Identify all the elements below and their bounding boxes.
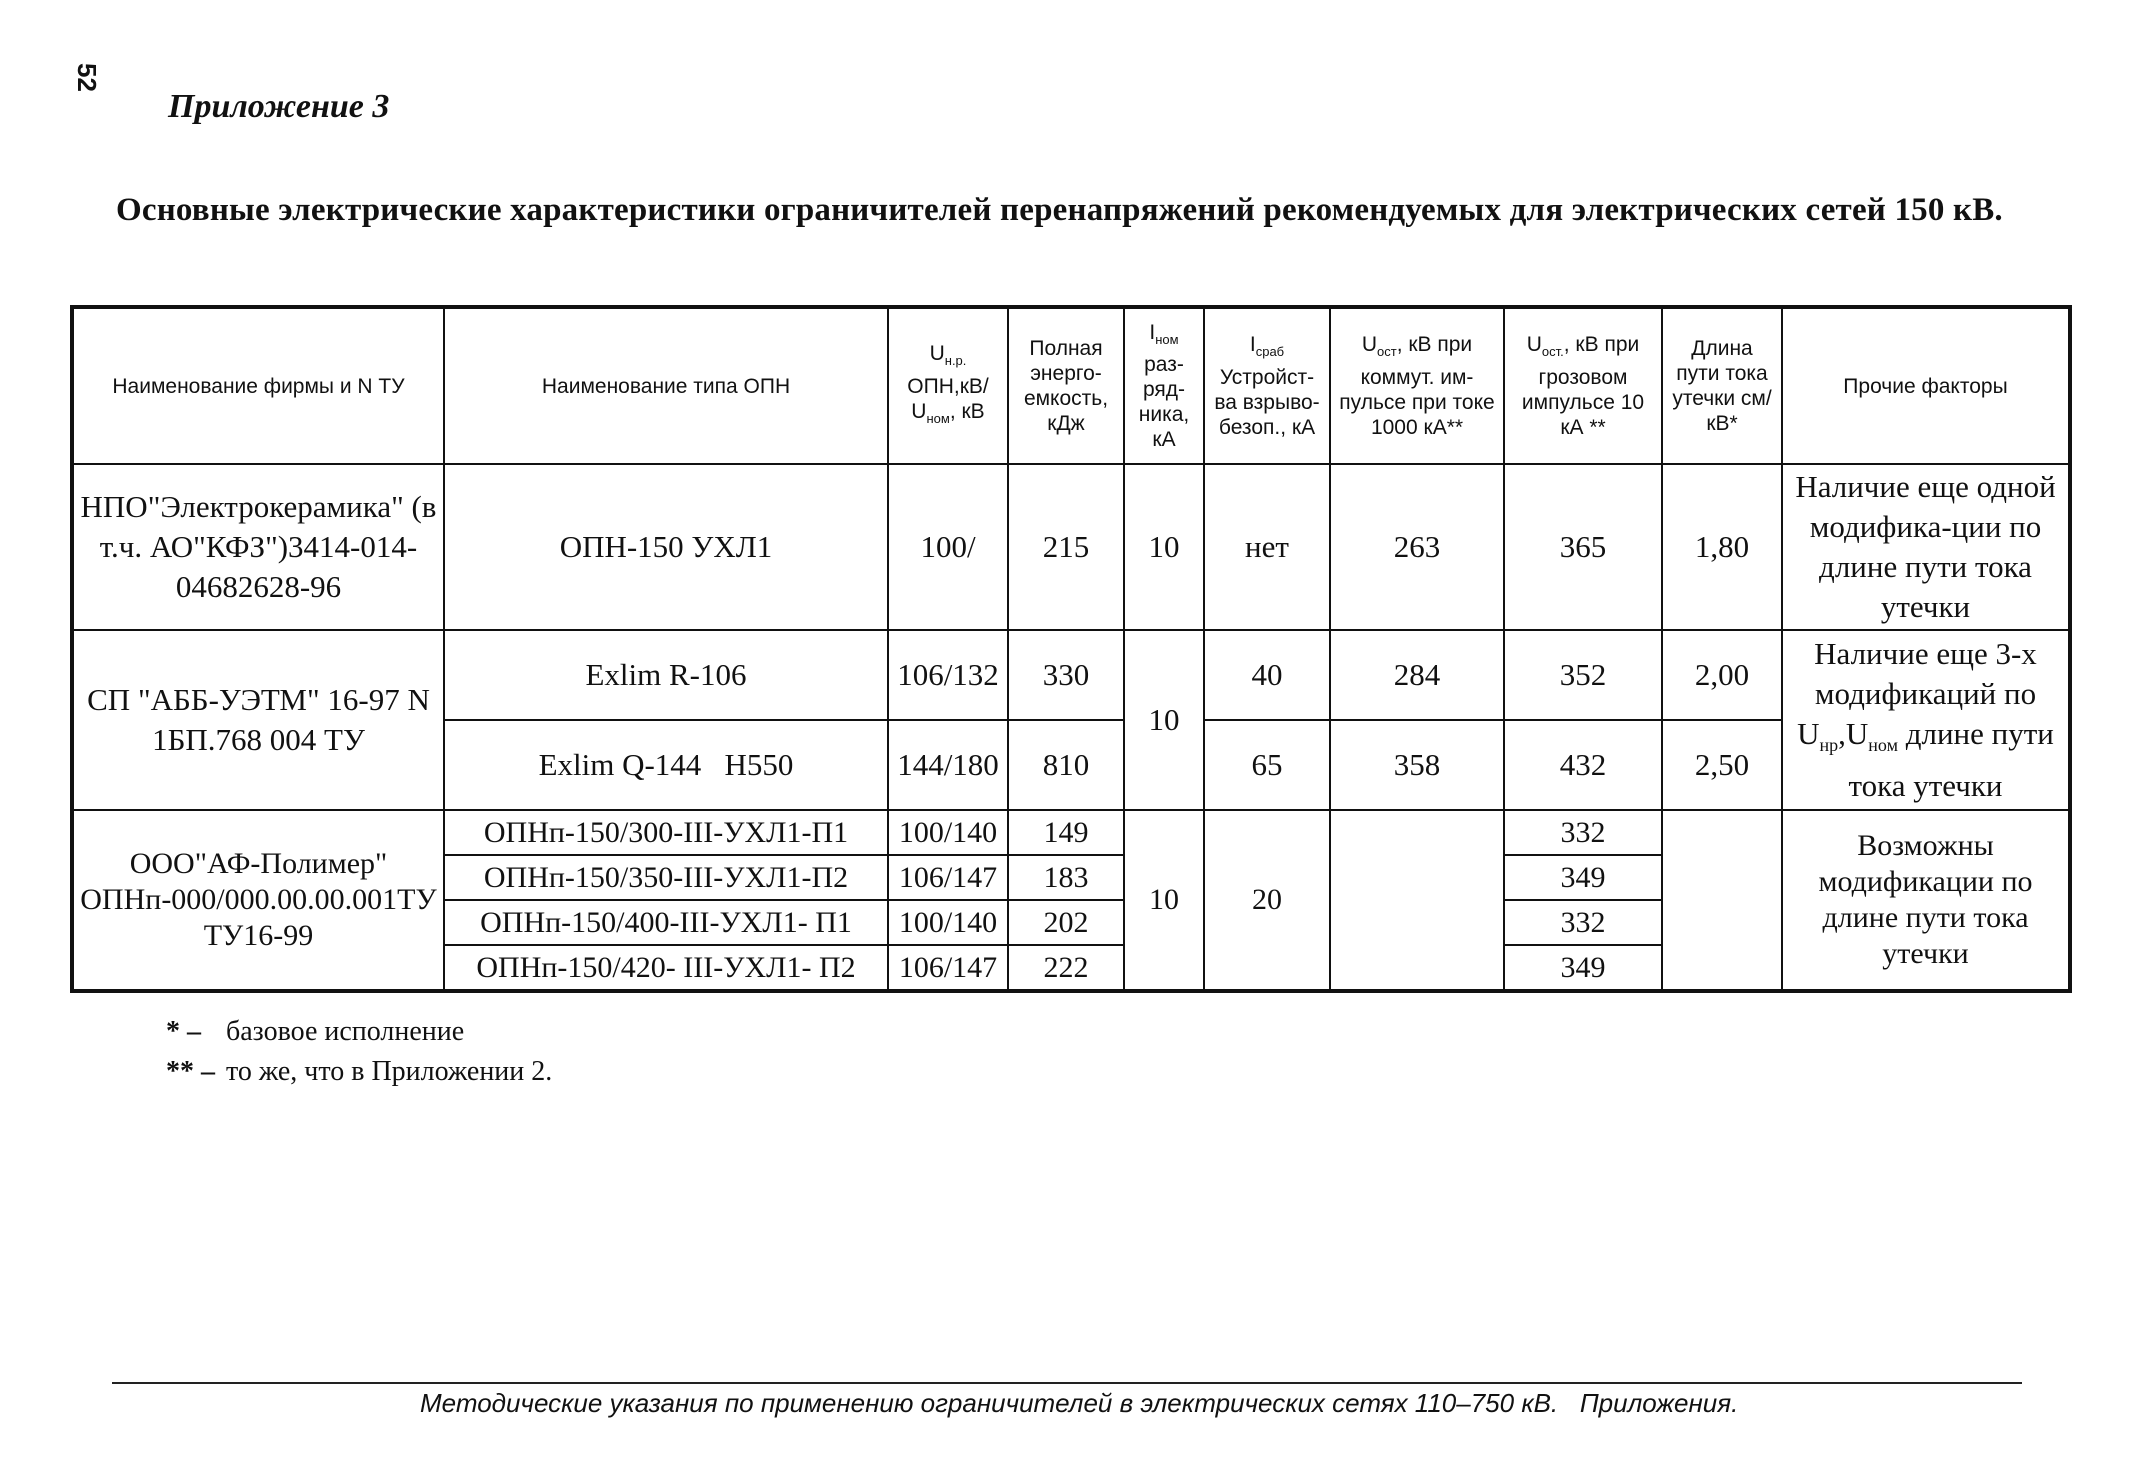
header-row: [72, 307, 2070, 464]
lightning-cell: 365: [1504, 464, 1662, 630]
header-trigger: $I_{сраб}$ Устройст-ва взрыво-безоп., кА: [1204, 307, 1330, 464]
switching-cell: 358: [1330, 720, 1504, 810]
voltage-cell: 100/140: [888, 900, 1008, 945]
creepage-cell: 2,50: [1662, 720, 1782, 810]
page-number: 52: [71, 63, 102, 92]
switching-cell: [1330, 810, 1504, 991]
type-cell: ОПНп-150/420- III-УХЛ1- П2: [444, 945, 888, 991]
table-row: [72, 630, 2070, 720]
header-lightning: $U_{ост.}$, кВ при грозовом импульсе 10 кА **: [1504, 307, 1662, 464]
energy-cell: 202: [1008, 900, 1124, 945]
type-cell: ОПНп-150/400-III-УХЛ1- П1: [444, 900, 888, 945]
energy-cell: 215: [1008, 464, 1124, 630]
type-cell: ОПНп-150/300-III-УХЛ1-П1: [444, 810, 888, 855]
energy-cell: 810: [1008, 720, 1124, 810]
header-voltage: $U_{н.р.}$ ОПН,кВ/ $U_{ном}$, кВ: [888, 307, 1008, 464]
other-cell: Наличие еще одной модифика-ции по длине пути тока утечки: [1782, 464, 2070, 630]
footnotes: [166, 1012, 552, 1092]
footnote: ** – то же, что в Приложении 2.: [166, 1056, 553, 1087]
type-cell: Exlim R-106: [444, 630, 888, 720]
current-cell: 10: [1124, 810, 1204, 991]
appendix-label: Приложение 3: [168, 88, 390, 125]
firm-cell: СП "АББ-УЭТМ" 16-97 N 1БП.768 004 ТУ: [72, 630, 444, 810]
voltage-cell: 106/132: [888, 630, 1008, 720]
lightning-cell: 332: [1504, 900, 1662, 945]
trigger-cell: 65: [1204, 720, 1330, 810]
energy-cell: 222: [1008, 945, 1124, 991]
table-row: [72, 464, 2070, 630]
energy-cell: 330: [1008, 630, 1124, 720]
lightning-cell: 432: [1504, 720, 1662, 810]
document-title: Основные электрические характеристики ограничителей перенапряжений рекомендуемых для электрических сетей 150 кВ.: [116, 192, 2003, 228]
voltage-cell: 106/147: [888, 945, 1008, 991]
header-current: $I_{ном}$ раз-ряд-ника, кА: [1124, 307, 1204, 464]
creepage-cell: 1,80: [1662, 464, 1782, 630]
energy-cell: 183: [1008, 855, 1124, 900]
energy-cell: 149: [1008, 810, 1124, 855]
lightning-cell: 352: [1504, 630, 1662, 720]
firm-cell: ООО"АФ-Полимер" ОПНп-000/000.00.00.001ТУ ТУ16-99: [72, 810, 444, 991]
table-row: [72, 810, 2070, 855]
switching-cell: 263: [1330, 464, 1504, 630]
creepage-cell: 2,00: [1662, 630, 1782, 720]
footnote: * – базовое исполнение: [166, 1016, 465, 1047]
trigger-cell: 20: [1204, 810, 1330, 991]
characteristics-table: [70, 305, 2072, 993]
voltage-cell: 100/: [888, 464, 1008, 630]
footer-text: Методические указания по применению ограничителей в электрических сетях 110–750 кВ. Приложения.: [420, 1388, 1739, 1418]
lightning-cell: 332: [1504, 810, 1662, 855]
lightning-cell: 349: [1504, 855, 1662, 900]
type-cell: ОПН-150 УХЛ1: [444, 464, 888, 630]
current-cell: 10: [1124, 464, 1204, 630]
other-cell: Возможны модификации по длине пути тока утечки: [1782, 810, 2070, 991]
type-cell: ОПНп-150/350-III-УХЛ1-П2: [444, 855, 888, 900]
switching-cell: 284: [1330, 630, 1504, 720]
voltage-cell: 100/140: [888, 810, 1008, 855]
lightning-cell: 349: [1504, 945, 1662, 991]
header-other: Прочие факторы: [1782, 307, 2070, 464]
current-cell: 10: [1124, 630, 1204, 810]
voltage-cell: 144/180: [888, 720, 1008, 810]
type-cell: Exlim Q-144 H550: [444, 720, 888, 810]
voltage-cell: 106/147: [888, 855, 1008, 900]
creepage-cell: [1662, 810, 1782, 991]
header-creepage: Длина пути тока утечки см/кВ*: [1662, 307, 1782, 464]
header-firm: Наименование фирмы и N ТУ: [72, 307, 444, 464]
header-energy: Полная энерго-емкость, кДж: [1008, 307, 1124, 464]
footer-divider: [112, 1382, 2022, 1384]
header-switching: $U_{ост}$, кВ при коммут. им-пульсе при токе 1000 кА**: [1330, 307, 1504, 464]
trigger-cell: нет: [1204, 464, 1330, 630]
other-cell: Наличие еще 3-х модификаций по $U_{нр},U_{ном}$ длине пути тока утечки: [1782, 630, 2070, 810]
trigger-cell: 40: [1204, 630, 1330, 720]
header-type: Наименование типа ОПН: [444, 307, 888, 464]
firm-cell: НПО"Электрокерамика" (в т.ч. АО"КФЗ")3414-014-04682628-96: [72, 464, 444, 630]
